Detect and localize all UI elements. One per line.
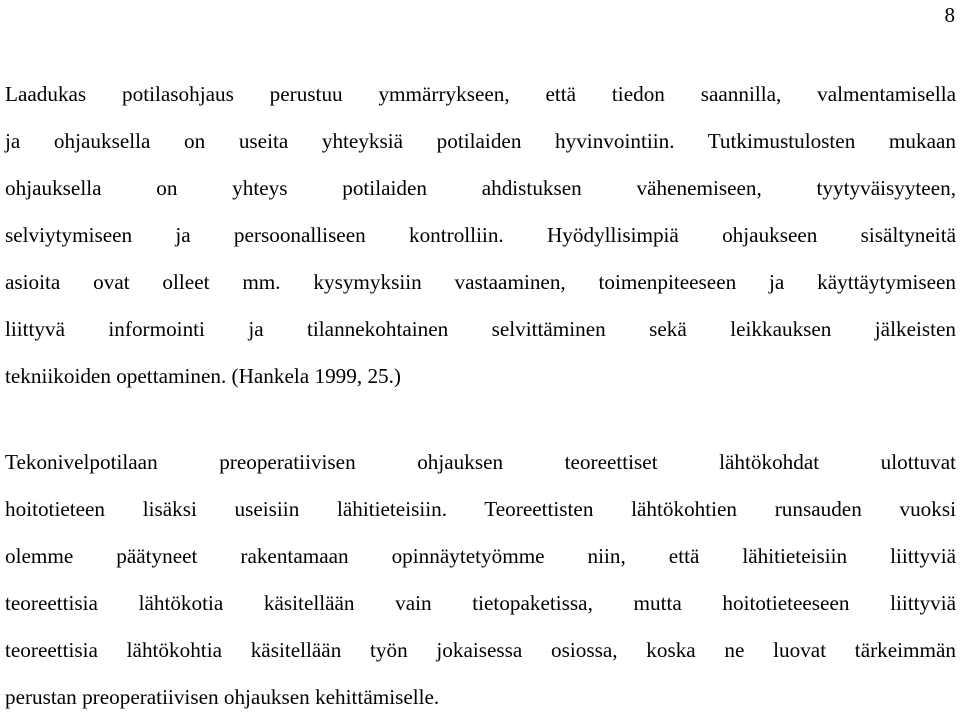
- paragraph-1-line-6: liittyvä informointi ja tilannekohtainen selvittäminen sekä leikkauksen jälkeisten: [5, 317, 956, 341]
- paragraph-2-line-5: teoreettisia lähtökohtia käsitellään työn jokaisessa osiossa, koska ne luovat tärkeimmän: [5, 638, 956, 662]
- paragraph-2-line-2: hoitotieteen lisäksi useisiin lähitieteisiin. Teoreettisten lähtökohtien runsauden vuoksi: [5, 497, 956, 521]
- paragraph-2-line-1: Tekonivelpotilaan preoperatiivisen ohjauksen teoreettiset lähtökohdat ulottuvat: [5, 450, 956, 474]
- page-number: 8: [944, 3, 955, 27]
- paragraph-1-line-5: asioita ovat olleet mm. kysymyksiin vastaaminen, toimenpiteeseen ja käyttäytymiseen: [5, 270, 956, 294]
- paragraph-2-line-3: olemme päätyneet rakentamaan opinnäytetyömme niin, että lähitieteisiin liittyviä: [5, 544, 956, 568]
- paragraph-1-line-3: ohjauksella on yhteys potilaiden ahdistuksen vähenemiseen, tyytyväisyyteen,: [5, 176, 956, 200]
- paragraph-1-line-7: tekniikoiden opettaminen. (Hankela 1999, 25.): [5, 364, 401, 388]
- paragraph-1: [5, 71, 956, 400]
- paragraph-2-line-6: perustan preoperatiivisen ohjauksen kehittämiselle.: [5, 685, 440, 709]
- paragraph-1-line-4: selviytymiseen ja persoonalliseen kontrolliin. Hyödyllisimpiä ohjaukseen sisältyneitä: [5, 223, 956, 247]
- paragraph-1-line-1: Laadukas potilasohjaus perustuu ymmärrykseen, että tiedon saannilla, valmentamisella: [5, 82, 956, 106]
- paragraph-2-line-4: teoreettisia lähtökotia käsitellään vain tietopaketissa, mutta hoitotieteeseen liittyviä: [5, 591, 956, 615]
- paragraph-2: [5, 439, 956, 721]
- paragraph-1-line-2: ja ohjauksella on useita yhteyksiä potilaiden hyvinvointiin. Tutkimustulosten mukaan: [5, 129, 956, 153]
